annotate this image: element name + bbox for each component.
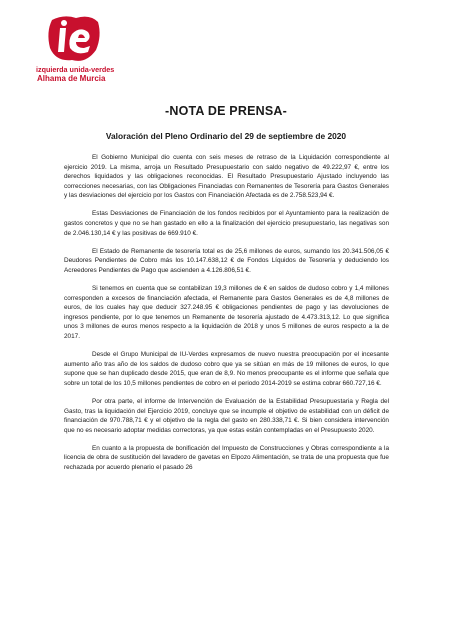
paragraph: Por otra parte, el informe de Intervención de Evaluación de la Estabilidad Presupuestaria y Regla del Gasto, tras la liquidación del Ejercicio 2019, concluye que se incumple el objetivo de estabilidad con un déficit de financiación de 970.788,71 € y el objetivo de la regla del gasto en 280.338,71 €. Si bien considera intervención que no es necesario adoptar medidas correctoras, ya que estas están contempladas en el Presupuesto 2020. xyxy=(64,397,389,434)
document-body xyxy=(64,153,389,481)
party-logo xyxy=(36,14,126,83)
paragraph: El Estado de Remanente de tesorería total es de 25,6 millones de euros, sumando los 20.341.506,05 € Deudores Pendientes de Cobro más los 10.147.638,12 € de Fondos Líquidos de Tesorería y deduciendo los Acreedores Pendientes de Pago que ascienden a 4.126.806,51 €. xyxy=(64,247,389,274)
page-title: -NOTA DE PRENSA- xyxy=(165,104,287,118)
logo-text-town: Alhama de Murcia xyxy=(37,74,106,83)
logo-text-party: izquierda unida-verdes xyxy=(36,65,115,74)
page-subtitle: Valoración del Pleno Ordinario del 29 de septiembre de 2020 xyxy=(105,131,347,141)
paragraph: Estas Desviaciones de Financiación de los fondos recibidos por el Ayuntamiento para la realización de gastos concretos y que no se han gastado en ello a la finalización del ejercicio presupuestario, las negativas son de 2.046.130,14 € y las positivas de 669.910 €. xyxy=(64,210,389,237)
iu-logo-icon xyxy=(46,14,102,64)
paragraph: En cuanto a la propuesta de bonificación del Impuesto de Construcciones y Obras correspondiente a la licencia de obra de sustitución del lavadero de gavetas en Elpozo Alimentación, se trata de una propuesta que fue rechazada por acuerdo plenario el pasado 26 xyxy=(64,444,389,472)
paragraph: Desde el Grupo Municipal de IU-Verdes expresamos de nuevo nuestra preocupación por el incesante aumento año tras año de los saldos de dudoso cobro que ya se sitúan en más de 19 millones de euros, lo que supone que se han duplicado desde 2015, que eran de 8,9. No menos preocupante es el informe que señala que sobre un total de los 10,5 millones pendientes de cobro en el periodo 2014-2019 se estima cobrar 660.727,16 €. xyxy=(64,351,389,387)
paragraph: El Gobierno Municipal dio cuenta con seis meses de retraso de la Liquidación correspondiente al ejercicio 2019. La misma, arroja un Resultado Presupuestario con saldo negativo de 49.222,97 €, entre los derechos liquidados y las obligaciones reconocidas. El Resultado Presupuestario Ajustado incluyendo las correcciones necesarias, con las Obligaciones Financiadas con Remanentes de Tesorería para Gastos Generales y las desviaciones del ejercicio por los Gastos con Financiación Afectada es de 2.758.523,94 €. xyxy=(64,154,389,200)
paragraph: Si tenemos en cuenta que se contabilizan 19,3 millones de € en saldos de dudoso cobro y 1,4 millones corresponden a excesos de financiación afectada, el Remanente para Gastos Generales es de 4,8 millones de euros, de los cuales hay que deducir 327.248.95 € obligaciones pendientes de pago y las devoluciones de ingresos pendiente, por lo que tenemos un Remanente de tesorería ajustado de 4.473.313,12. Lo que significa unos 3 millones de euros menos respecto a la liquidación de 2018 y unos 5 millones de euros respecto a la de 2017. xyxy=(64,285,389,340)
